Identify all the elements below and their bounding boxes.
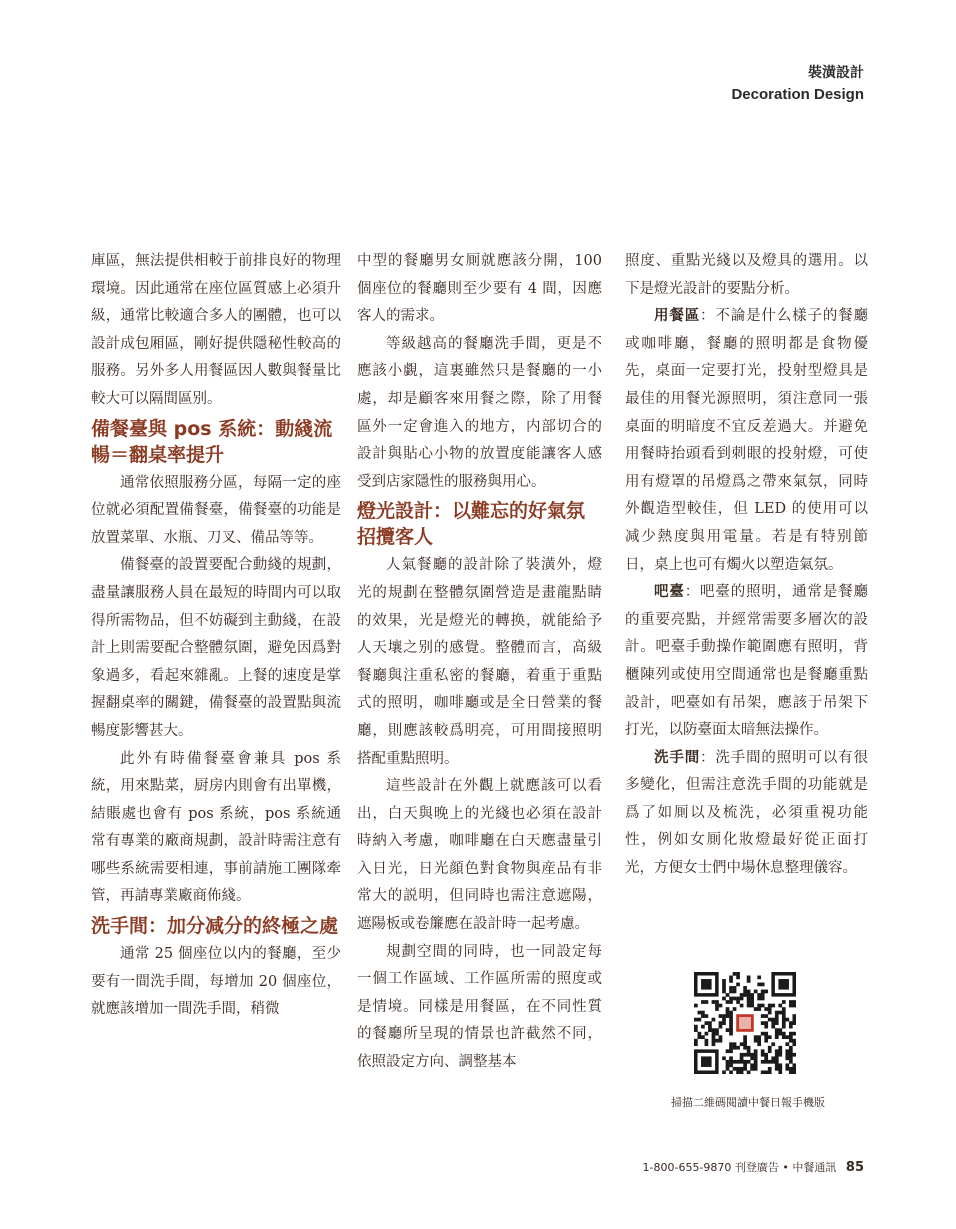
section-title-zh: 裝潢設計 [808, 65, 864, 81]
page-footer [643, 1159, 864, 1175]
paragraph: 庫區，無法提供相較于前排良好的物理環境。因此通常在座位區質感上必須升級，通常比較適合多人的團體，也可以設計成包厢區，剛好提供隱秘性較高的服務。另外多人用餐區因人數與餐量比較大可以隔間區别。 [91, 253, 341, 407]
subheading: 洗手間：加分减分的終極之處 [91, 915, 339, 938]
paragraph: 等級越高的餐廳洗手間，更是不應該小覷，這裏雖然只是餐廳的一小處，却是顧客來用餐之際，除了用餐區外一定會進入的地方，内部切合的設計與貼心小物的放置度能讓客人感受到店家隱性的服務與用心。 [357, 335, 602, 490]
lead-term: 吧臺 [654, 584, 685, 601]
paragraph-body: ：吧臺的照明，通常是餐廳的重要亮點，并經常需要多層次的設計。吧臺手動操作範圍應有照明，背櫃陳列或使用空間通常也是餐廳重點設計，吧臺如有吊架，應該于吊架下打光，以防臺面太暗無法操作。 [625, 584, 869, 739]
qr-caption: 掃描二維碼閱讀中餐日報手機版 [671, 1096, 825, 1109]
qr-code-image [694, 972, 796, 1074]
footer-phone: 1-800-655-9870 [642, 1161, 732, 1174]
article-column-2 [357, 248, 602, 1077]
paragraph: 這些設計在外觀上就應該可以看出，白天與晚上的光綫也必須在設計時納入考慮，咖啡廳在白天應盡量引入日光，日光顔色對食物與産品有非常大的説明，但同時也需注意遮陽，遮陽板或卷簾應在設計時一起考慮。 [357, 778, 602, 933]
paragraph [625, 303, 868, 579]
paragraph-body: ：洗手間的照明可以有很多變化，但需注意洗手間的功能就是爲了如厠以及梳洗，必須重視功能性，例如女厠化妝燈最好從正面打光，方便女士們中場休息整理儀容。 [625, 749, 869, 877]
paragraph: 中型的餐廳男女厠就應該分開，100 個座位的餐廳則至少要有 4 間，因應客人的需求。 [357, 253, 602, 325]
paragraph: 通常依照服務分區，每隔一定的座位就必須配置備餐臺，備餐臺的功能是放置菜單、水瓶、刀叉、備品等等。 [91, 474, 341, 546]
article-column-1 [91, 248, 341, 1024]
paragraph: 人氣餐廳的設計除了裝潢外，燈光的規劃在整體氛圍營造是畫龍點睛的效果，光是燈光的轉换，就能給予人天壤之别的感覺。整體而言，高級餐廳與注重私密的餐廳，着重于重點式的照明，咖啡廳或是全日營業的餐廳，則應該較爲明亮，可用間接照明搭配重點照明。 [357, 557, 602, 767]
lead-term: 用餐區 [654, 308, 701, 325]
paragraph-body: ：不論是什么樣子的餐廳或咖啡廳，餐廳的照明都是食物優先，桌面一定要打光，投射型燈具是最佳的用餐光源照明，須注意同一張桌面的明暗度不宜反差過大。并避免用餐時抬頭看到刺眼的投射燈，可使用有燈罩的吊燈爲之帶來氣氛，同時外觀造型較佳，但 LED 的使用可以减少熱度與用電量。若是有特别節日，桌上也可有燭火以塑造氣氛。 [625, 308, 869, 573]
qr-code-graphic [694, 972, 796, 1074]
paragraph: 備餐臺的設置要配合動綫的規劃，盡量讓服務人員在最短的時間内可以取得所需物品，但不妨礙到主動綫，在設計上則需要配合整體氛圍，避免因爲對象過多，看起來雜亂。上餐的速度是掌握翻桌率的關鍵，備餐臺的設置點與流暢度影響甚大。 [91, 557, 341, 739]
paragraph [625, 579, 868, 745]
article-column-3 [625, 248, 868, 883]
subheading: 燈光設計：以難忘的好氣氛招攬客人 [357, 500, 586, 549]
lead-term: 洗手間 [654, 749, 701, 766]
section-title-en: Decoration Design [731, 86, 864, 103]
footer-text: 刊登廣告 • 中餐通訊 [734, 1161, 837, 1174]
paragraph [625, 745, 868, 883]
page-number: 85 [845, 1160, 864, 1175]
paragraph: 規劃空間的同時，也一同設定每一個工作區域、工作區所需的照度或是情境。同樣是用餐區，在不同性質的餐廳所呈現的情景也許截然不同，依照設定方向、調整基本 [357, 943, 602, 1071]
subheading: 備餐臺與 pos 系統：動綫流暢＝翻桌率提升 [91, 417, 333, 466]
paragraph: 此外有時備餐臺會兼具 pos 系統，用來點菜，厨房内則會有出單機，結賬處也會有 pos 系統，pos 系統通常有專業的廠商規劃，設計時需注意有哪些系統需要相連，事前請施工團隊牽管，再請專業廠商佈綫。 [91, 750, 341, 905]
paragraph: 照度、重點光綫以及燈具的選用。以下是燈光設計的要點分析。 [625, 253, 868, 297]
paragraph: 通常 25 個座位以内的餐廳，至少要有一間洗手間，每增加 20 個座位，就應該增加一間洗手間，稍微 [91, 946, 341, 1018]
section-header [731, 62, 864, 103]
